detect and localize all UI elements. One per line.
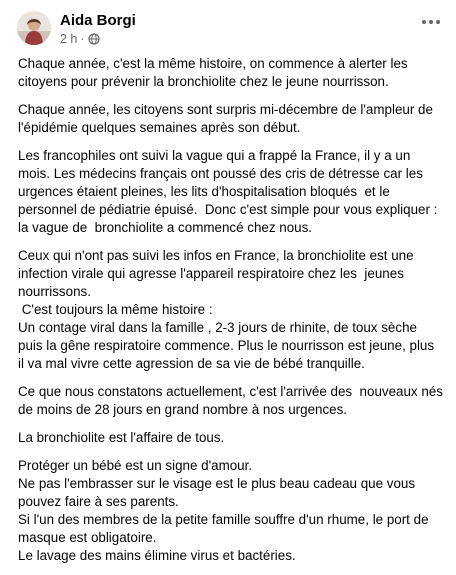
post-header	[0, 0, 456, 52]
post-time[interactable]: 2 h	[60, 32, 78, 46]
text-line: puis la gêne respiratoire commence. Plus le nourrisson est jeune, plus	[18, 338, 435, 353]
text-line: personnel de pédiatrie épuisé. Donc c'est simple pour vous expliquer :	[18, 202, 438, 217]
post-meta	[60, 32, 100, 46]
text-line: La bronchiolite est l'affaire de tous.	[18, 430, 225, 445]
more-options-icon	[429, 20, 433, 24]
text-line: urgences étaient pleines, les lits d'hospitalisation bloqués et le	[18, 184, 390, 199]
meta-separator: ·	[80, 32, 85, 46]
text-line: Chaque année, les citoyens sont surpris mi-décembre de l'ampleur de	[18, 102, 433, 117]
text-line: l'épidémie quelques semaines après son début.	[18, 120, 301, 135]
paragraph	[18, 101, 448, 137]
text-line: Les francophiles ont suivi la vague qui a frappé la France, il y a un	[18, 148, 411, 163]
text-line: Le lavage des mains élimine virus et bactéries.	[18, 548, 296, 563]
text-line: Un contage viral dans la famille , 2-3 jours de rhinite, de toux sèche	[18, 320, 417, 335]
text-line: masque est obligatoire.	[18, 530, 157, 545]
text-line: infection virale qui agresse l'appareil respiratoire chez les jeunes	[18, 266, 404, 281]
text-line: C'est toujours la même histoire :	[18, 302, 213, 317]
more-options-icon	[422, 20, 426, 24]
more-options-button[interactable]	[415, 10, 447, 34]
globe-icon	[88, 33, 100, 45]
text-line: Ceux qui n'ont pas suivi les infos en France, la bronchiolite est une	[18, 248, 414, 263]
text-line: Protéger un bébé est un signe d'amour.	[18, 458, 253, 473]
text-line: Si l'un des membres de la petite famille souffre d'un rhume, le port de	[18, 512, 429, 527]
text-line: la vague de bronchiolite a commencé chez nous.	[18, 220, 313, 235]
paragraph	[18, 147, 448, 237]
post-text	[18, 55, 448, 575]
text-line: Ce que nous constatons actuellement, c'est l'arrivée des nouveaux nés	[18, 384, 443, 399]
avatar-image	[17, 11, 51, 45]
paragraph	[18, 383, 448, 419]
text-line: de moins de 28 jours en grand nombre à nos urgences.	[18, 402, 348, 417]
author-avatar[interactable]	[17, 11, 51, 45]
text-line: il va mal vivre cette agression de sa vie de bébé tranquille.	[18, 356, 365, 371]
paragraph	[18, 429, 448, 447]
paragraph	[18, 55, 448, 91]
paragraph	[18, 457, 448, 565]
text-line: citoyens pour prévenir la bronchiolite chez le jeune nourrisson.	[18, 74, 389, 89]
text-line: Ne pas l'embrasser sur le visage est le plus beau cadeau que vous	[18, 476, 416, 491]
text-line: mois. Les médecins français ont poussé des cris de détresse car les	[18, 166, 423, 181]
text-line: pouvez faire à ses parents.	[18, 494, 179, 509]
text-line: nourrissons.	[18, 284, 91, 299]
author-name[interactable]: Aida Borgi	[60, 12, 136, 29]
text-line: Chaque année, c'est la même histoire, on commence à alerter les	[18, 56, 408, 71]
more-options-icon	[436, 20, 440, 24]
paragraph	[18, 247, 448, 373]
